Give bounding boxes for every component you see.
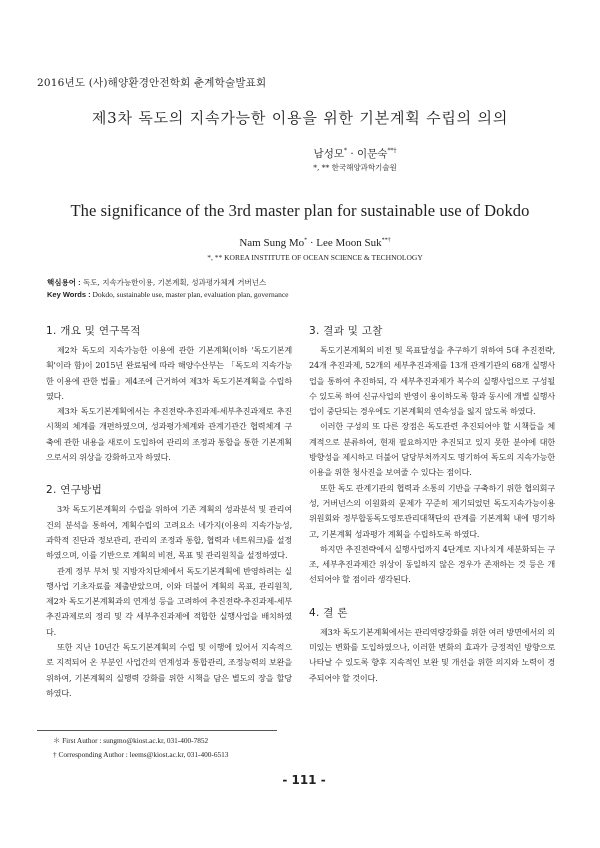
keywords-english-text: Dokdo, sustainable use, master plan, evaluation plan, governance	[90, 290, 289, 299]
author-first-ko-mark: *	[343, 147, 347, 155]
section-3-heading: 3. 결과 및 고찰	[309, 325, 383, 337]
keywords-english	[47, 290, 288, 299]
affiliation-english: *, ** KOREA INSTITUTE OF OCEAN SCIENCE & TECHNOLOGY	[207, 253, 423, 262]
conference-header: 2016년도 (사)해양환경안전학회 춘계학술발표회	[37, 77, 267, 89]
keywords-english-label: Key Words :	[47, 290, 91, 299]
page-number: - 111 -	[282, 773, 326, 787]
author-second-ko-mark: **†	[387, 147, 397, 155]
section-3-paragraph: 또한 독도 관계기관의 협력과 소통의 기반을 구축하기 위한 협의회구성, 거버넌스의 이원화의 문제가 꾸준히 제기되었던 독도지속가능이용위원회와 정부합동독도영토관리대책단의 관계를 기본계획 내에 명기하고, 기본계획 성과평가 계획을 수립하도록 하였다.	[309, 482, 555, 539]
footnote-divider	[37, 730, 277, 731]
section-2-paragraph: 3차 독도기본계획의 수립을 위하여 기존 계획의 성과분석 및 관리여건의 분석을 통하여, 계획수립의 고려요소 네가지(이용의 지속가능성, 과학적 진단과 정보관리, 관리의 조정과 통합, 협력과 네트워크)를 설정하였으며, 이를 기반으로 계획의 비전, 목표 및 관리원칙을 설정하였다.	[46, 504, 292, 561]
author-second-en: Lee Moon Suk	[316, 237, 382, 249]
section-2-heading: 2. 연구방법	[46, 484, 103, 497]
keywords-korean	[47, 277, 266, 288]
section-1-paragraph: 제3차 독도기본계획에서는 추진전략-추진과제-세부추진과제로 추진 시책의 체계를 개편하였으며, 성과평가체계와 관계기관간 협력체계 구축에 관한 내용을 새로이 도입하여 관리의 조정과 통합을 통한 기본계획으로서의 위상을 강화하고자 하였다.	[46, 406, 292, 463]
author-first-ko: 남성모	[313, 148, 344, 160]
affiliation-korean: *, ** 한국해양과학기술원	[313, 163, 397, 172]
left-column	[46, 323, 292, 701]
section-3-paragraph: 이러한 구성의 또 다른 장점은 독도관련 추진되어야 할 시책들을 체계적으로 분류하여, 현재 필요하지만 추진되고 있지 못한 분야에 대한 방향성을 제시하고 더불어 담당부처까지도 명기하여 독도의 지속가능한 이용을 위한 청사진을 보여줄 수 있다는 점이다.	[309, 421, 555, 478]
author-first-en-mark: *	[304, 237, 308, 244]
section-1-paragraph: 제2차 독도의 지속가능한 이용에 관한 기본계획(이하 '독도기본계획'이라 함)이 2015년 완료됨에 따라 해양수산부는 「독도의 지속가능한 이용에 관한 법률」제4조에 근거하여 제3차 독도기본계획을 수립하였다.	[46, 345, 292, 401]
section-2-paragraph: 관계 정부 부처 및 지방자치단체에서 독도기본계획에 반영하려는 실행사업 기초자료를 제출받았으며, 이와 더불어 계획의 목표, 관리원칙, 제2차 독도기본계획과의 연계성 등을 고려하여 추진전략-추진과제-세부추진과제로의 정리 및 각 세부추진과제에 적합한 실행사업을 배치하였다.	[46, 565, 292, 637]
section-4-heading: 4. 결 론	[309, 606, 348, 619]
author-separator-ko: ·	[346, 148, 357, 160]
right-column	[309, 323, 555, 686]
section-3-paragraph: 독도기본계획의 비전 및 목표달성을 추구하기 위하여 5대 추진전략, 24개 추진과제, 52개의 세부추진과제를 13개 관계기관의 68개 실행사업을 통하여 추진하되, 각 세부추진과제가 복수의 실행사업으로 구성될 수 있도록 하여 신규사업의 반영이 용이하도록 함과 동시에 개별 실행사업이 중단되는 경우에도 기본계획의 연속성을 잃지 않도록 하였다.	[309, 345, 555, 417]
section-3-paragraph: 하지만 추진전략에서 실행사업까지 4단계로 지나치게 세분화되는 구조, 세부추진과제간 위상이 동일하지 않은 경우가 존재하는 것 등은 개선되어야 할 점이라 생각된다.	[309, 543, 555, 585]
section-1-heading: 1. 개요 및 연구목적	[46, 325, 141, 337]
authors-english	[0, 237, 600, 249]
keywords-korean-label: 핵심용어 :	[47, 278, 81, 287]
author-separator-en: ·	[307, 237, 317, 249]
section-2-paragraph: 또한 지난 10년간 독도기본계획의 수립 및 이행에 있어서 지속적으로 지적되어 온 부분인 사업간의 연계성과 통합관리, 조정능력의 보완을 위하여, 기본계획의 실행력 강화를 위한 시책을 담은 별도의 장을 할당하였다.	[46, 642, 292, 698]
author-second-ko: 이문숙	[357, 148, 388, 160]
section-4-paragraph: 제3차 독도기본계획에서는 관리역량강화를 위한 여러 방면에서의 의미있는 변화를 도입하였으나, 이러한 변화의 효과가 긍정적인 방향으로 나타날 수 있도록 향후 지속적인 보완 및 개선을 위한 의지와 노력이 경주되어야 할 것이다.	[309, 626, 555, 683]
title-korean: 제3차 독도의 지속가능한 이용을 위한 기본계획 수립의 의의	[91, 109, 509, 127]
keywords-korean-text: 독도, 지속가능한이용, 기본계획, 성과평가체계 거버넌스	[80, 278, 267, 287]
author-second-en-mark: **†	[381, 237, 391, 244]
footnote-corresponding-author: † Corresponding Author : leems@kiost.ac.kr, 031-400-6513	[53, 750, 229, 759]
title-english: The significance of the 3rd master plan for sustainable use of Dokdo	[70, 201, 530, 220]
footnote-first-author: ＊ First Author : sungmo@kiost.ac.kr, 031-400-7852	[53, 736, 209, 745]
authors-korean	[0, 146, 600, 161]
author-first-en: Nam Sung Mo	[239, 237, 305, 249]
